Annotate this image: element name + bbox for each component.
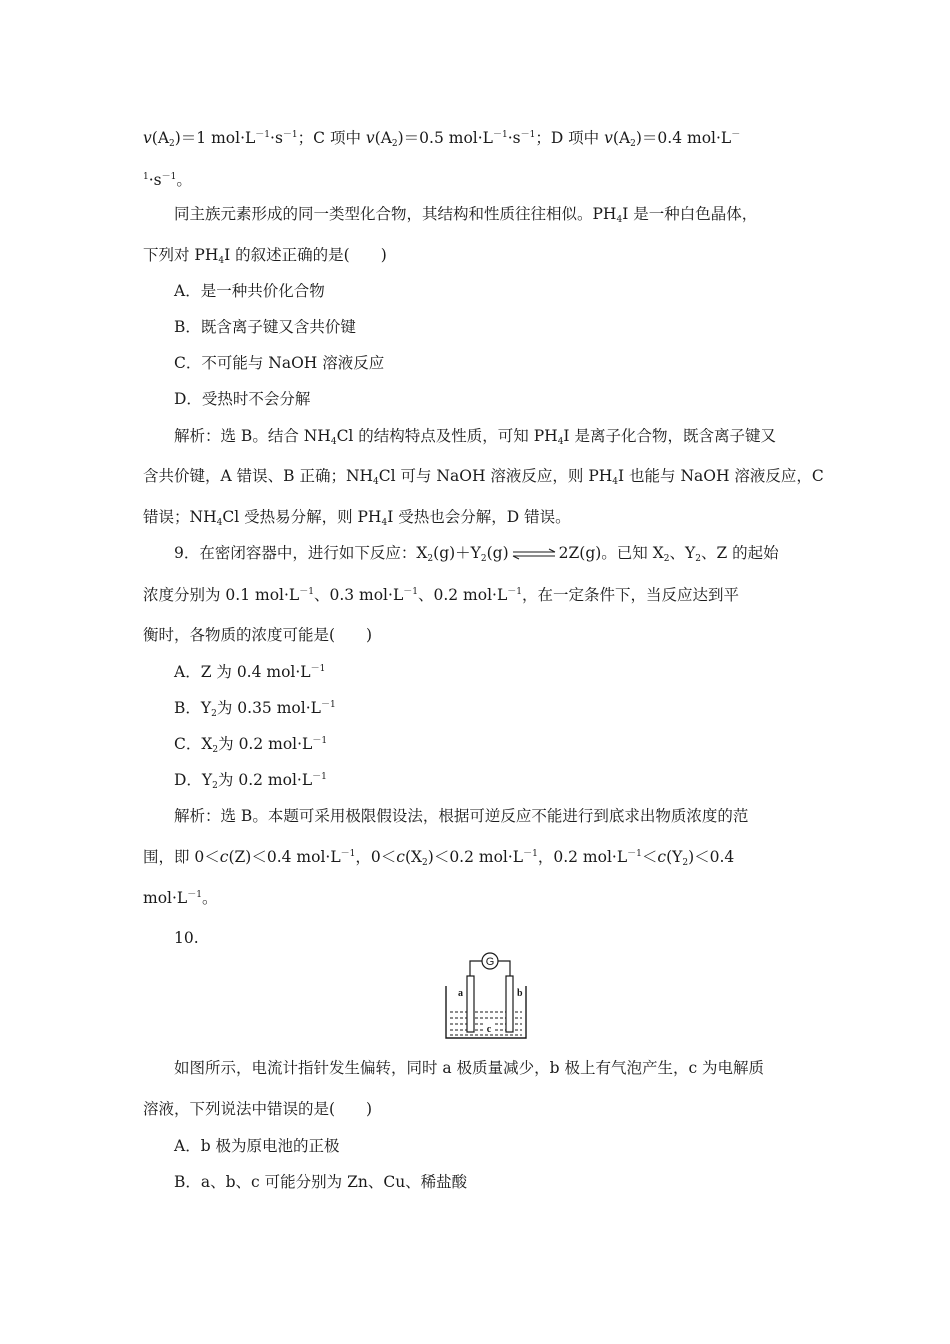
q9-stem-line-2: 浓度分别为 0.1 $mol\cdot L^{-1}$、0.3 $mol\cdot L^{-1}$、0.2 $mol\cdot L^{-1}$，在一定条件下，当反应达到平 bbox=[143, 586, 740, 604]
q10-option-a: A．b 极为原电池的正极 bbox=[174, 1137, 340, 1155]
q10-stem-line-2: 溶液，下列说法中错误的是( ) bbox=[143, 1100, 373, 1118]
q10-option-b: B．a、b、c 可能分别为 Zn、Cu、稀盐酸 bbox=[174, 1173, 468, 1191]
q8-answer-line-2: 含共价键，A 错误、B 正确；$NH_4Cl$ 可与 NaOH 溶液反应，则 $PH_4I$ 也能与 NaOH 溶液反应，C bbox=[143, 467, 824, 487]
wire-right bbox=[498, 961, 510, 976]
q9-answer-line-2: 围，即 0＜c(Z)＜0.4 $mol\cdot L^{-1}$，$0<c(X_2)<0.2$ $mol\cdot L^{-1}$，0.2 $mol\cdot L^{-1}<c(Y_2)<0.4$ bbox=[143, 848, 735, 868]
electrode-a bbox=[467, 976, 474, 1032]
equilibrium-arrow-icon bbox=[511, 548, 557, 560]
q9-option-b: B．$Y_2$为 0.35 $mol\cdot L^{-1}$ bbox=[174, 699, 336, 719]
electrode-a-label: a bbox=[458, 988, 463, 999]
q9-option-d: D．$Y_2$为 0.2 $mol\cdot L^{-1}$ bbox=[174, 771, 327, 791]
q9-option-a: A．Z 为 0.4 $mol\cdot L^{-1}$ bbox=[174, 663, 326, 681]
q8-answer-line-3: 错误；$NH_4Cl$ 受热易分解，则 $PH_4I$ 受热也会分解，D 错误。 bbox=[143, 508, 571, 528]
q10-stem-line-1: 如图所示，电流计指针发生偏转，同时 a 极质量减少，b 极上有气泡产生，c 为电解质 bbox=[174, 1059, 765, 1077]
q8-stem-line-1: 同主族元素形成的同一类型化合物，其结构和性质往往相似。$PH_4I$ 是一种白色晶体， bbox=[174, 205, 758, 225]
q8-option-b: B．既含离子键又含共价键 bbox=[174, 318, 356, 336]
q8-stem-line-2: 下列对 $PH_4I$ 的叙述正确的是( ) bbox=[143, 246, 387, 266]
q8-option-a: A．是一种共价化合物 bbox=[174, 282, 325, 300]
q9-stem-line-1: 9．在密闭容器中，进行如下反应：$X_2(g)+Y_2(g)$ 2Z(g)。已知 $X_2$、$Y_2$、Z 的起始 bbox=[174, 544, 779, 564]
q10-number: 10. bbox=[174, 929, 199, 947]
prev-answer-line-2: $^1\cdot s^{-1}$。 bbox=[143, 171, 192, 189]
prev-answer-line-1: $v(A_2)=1$ $mol\cdot L^{-1}\cdot s^{-1}$；C 项中 $v(A_2)=0.5$ $mol\cdot L^{-1}\cdot s^{-1}$；D 项中 $v(A_2)=0.4$ mol·L－ bbox=[143, 129, 741, 149]
q8-answer-line-1: 解析：选 B。结合 $NH_4Cl$ 的结构特点及性质，可知 $PH_4I$ 是离子化合物，既含离子键又 bbox=[174, 427, 776, 447]
q8-option-c: C．不可能与 NaOH 溶液反应 bbox=[174, 354, 385, 372]
q9-answer-line-1: 解析：选 B。本题可采用极限假设法，根据可逆反应不能进行到底求出物质浓度的范 bbox=[174, 807, 749, 825]
electrode-b bbox=[506, 976, 513, 1032]
q9-answer-line-3: $mol\cdot L^{-1}$。 bbox=[143, 889, 218, 907]
q9-option-c: C．$X_2$为 0.2 $mol\cdot L^{-1}$ bbox=[174, 735, 328, 755]
galvanic-cell-diagram bbox=[440, 950, 532, 1042]
electrode-b-label: b bbox=[517, 988, 523, 999]
galvanometer-label: G bbox=[485, 956, 495, 968]
q9-stem-line-3: 衡时，各物质的浓度可能是( ) bbox=[143, 626, 373, 644]
wire-left bbox=[470, 961, 482, 976]
electrolyte-label: c bbox=[486, 1024, 492, 1035]
q8-option-d: D．受热时不会分解 bbox=[174, 390, 311, 408]
